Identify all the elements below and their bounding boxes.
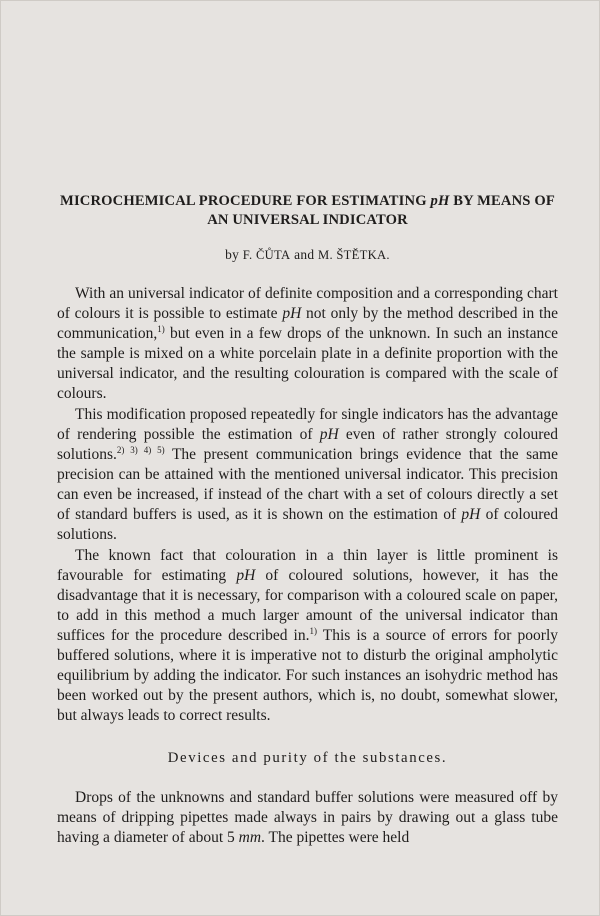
author-1: F. ČŮTA [242, 248, 291, 262]
p3-ph: pH [236, 567, 256, 584]
p4-unit: mm [238, 829, 262, 846]
p4-text-2: . The pipettes were held [261, 829, 410, 846]
p3-reference: 1) [309, 625, 317, 636]
p1-text-2: not only by the method described in the communication, [57, 305, 558, 342]
title-part-2: BY MEANS OF AN UNIVERSAL INDICATOR [207, 193, 555, 228]
section-heading: Devices and purity of the substances. [167, 750, 448, 766]
p2-text-1: This modification proposed repeatedly for single indicators has the advantage of rendering possible the estimation of [57, 406, 558, 443]
p1-text-3: but even in a few drops of the unknown. In such an instance the sample is mixed on a white porcelain plate in a definite proportion with the universal indicator, and the resulting colouration is compared with the scale of colours. [57, 325, 558, 402]
p1-ph: pH [282, 305, 302, 322]
p2-text-2: even of rather strongly coloured solutions. [57, 426, 559, 463]
p4-text-1: Drops of the unknowns and standard buffer solutions were measured off by means of dripping pipettes made always in pairs by drawing out a glass tube having a diameter of about 5 [57, 789, 558, 846]
p2-text-4: of coloured solutions. [57, 506, 558, 543]
paragraph-1 [57, 284, 558, 404]
article-body [57, 284, 558, 848]
p1-reference: 1) [157, 323, 165, 334]
p1-text-1: With an universal indicator of definite composition and a corresponding chart of colours it is possible to estimate [57, 285, 558, 322]
title-part-1: MICROCHEMICAL PROCEDURE FOR ESTIMATING [60, 193, 427, 209]
author-2: M. ŠTĚTKA. [317, 248, 390, 262]
byline [57, 246, 558, 264]
p3-text-3: This is a source of errors for poorly buffered solutions, where it is imperative not to disturb the original ampholytic equilibrium by adding the indicator. For such instances an isohydric method has been worked out by the present authors, which is, no doubt, somewhat slower, but always leads to correct results. [57, 627, 558, 724]
article-title [57, 192, 558, 230]
paragraph-2 [57, 405, 558, 545]
paragraph-3 [57, 546, 558, 726]
p3-text-1: The known fact that colouration in a thin layer is little prominent is favourable for estimating [57, 547, 558, 584]
p2-references: 2) 3) 4) 5) [116, 444, 165, 455]
p2-ph-2: pH [461, 506, 481, 523]
title-ph: pH [430, 193, 450, 209]
p2-text-3: The present communication brings evidence that the same precision can be attained with the mentioned universal indicator. This precision can even be increased, if instead of the chart with a set of colours directly a set of standard buffers is used, as it is shown on the estimation of [57, 446, 558, 523]
byline-and: and [294, 247, 315, 262]
byline-by: by [225, 247, 240, 262]
paragraph-4 [57, 788, 558, 848]
p3-text-2: of coloured solutions, however, it has the disadvantage that it is necessary, for comparison with a coloured scale on paper, to add in this method a much larger amount of the universal indicator than suffices for the procedure described in. [57, 567, 559, 644]
p2-ph-1: pH [319, 426, 339, 443]
